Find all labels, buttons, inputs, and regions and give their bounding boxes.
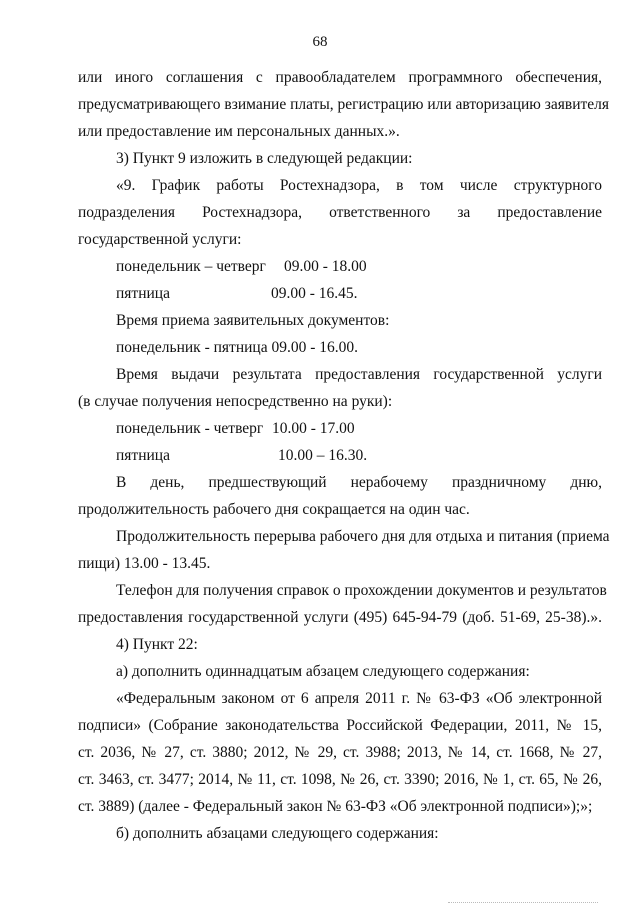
text-line: подразделения Ростехнадзора, ответственного за предоставление	[78, 204, 602, 221]
text-line: государственной услуги:	[78, 231, 242, 248]
schedule-day: понедельник - четверг	[116, 420, 264, 437]
text-line: предоставления государственной услуги (495) 645-94-79 (доб. 51-69, 25-38).».	[78, 609, 602, 626]
text-line: 4) Пункт 22:	[116, 636, 198, 653]
schedule-time: 09.00 - 18.00	[284, 258, 367, 275]
text-line: б) дополнить абзацами следующего содержания:	[116, 825, 439, 842]
text-line: Время приема заявительных документов:	[116, 312, 390, 329]
page-number: 68	[312, 34, 328, 50]
schedule-day: пятница	[116, 447, 170, 464]
text-line: «9. График работы Ростехнадзора, в том числе структурного	[116, 177, 602, 194]
text-line: Время выдачи результата предоставления государственной услуги	[116, 366, 602, 383]
scan-artifact-line	[448, 902, 598, 904]
text-line: В день, предшествующий нерабочему праздничному дню,	[116, 474, 602, 491]
text-line: ст. 3889) (далее - Федеральный закон № 63-ФЗ «Об электронной подписи»);»;	[78, 798, 593, 815]
text-line: а) дополнить одиннадцатым абзацем следующего содержания:	[116, 663, 530, 680]
text-line: подписи» (Собрание законодательства Российской Федерации, 2011, № 15,	[78, 717, 602, 734]
text-line: или предоставление им персональных данных.».	[78, 123, 400, 140]
text-line: «Федеральным законом от 6 апреля 2011 г. № 63-ФЗ «Об электронной	[116, 690, 602, 707]
text-line: Телефон для получения справок о прохождении документов и результатов	[116, 582, 607, 599]
text-line: предусматривающего взимание платы, регистрацию или авторизацию заявителя	[78, 96, 610, 113]
schedule-day: пятница	[116, 285, 170, 302]
text-line: 3) Пункт 9 изложить в следующей редакции:	[116, 150, 413, 167]
text-line: ст. 2036, № 27, ст. 3880; 2012, № 29, ст. 3988; 2013, № 14, ст. 1668, № 27,	[78, 744, 602, 761]
text-line: Продолжительность перерыва рабочего дня для отдыха и питания (приема	[116, 528, 610, 545]
schedule-time: 10.00 - 17.00	[272, 420, 355, 437]
text-line: (в случае получения непосредственно на руки):	[78, 393, 393, 410]
text-line: продолжительность рабочего дня сокращается на один час.	[78, 501, 470, 518]
schedule-time: 09.00 - 16.45.	[271, 285, 358, 302]
schedule-time: 10.00 – 16.30.	[278, 447, 368, 464]
text-line: или иного соглашения с правообладателем программного обеспечения,	[78, 69, 602, 86]
text-line: ст. 3463, ст. 3477; 2014, № 11, ст. 1098, № 26, ст. 3390; 2016, № 1, ст. 65, № 26,	[78, 771, 602, 788]
schedule-day: понедельник – четверг	[116, 258, 266, 275]
text-line: пищи) 13.00 - 13.45.	[78, 555, 211, 572]
text-line: понедельник - пятница 09.00 - 16.00.	[116, 339, 358, 356]
